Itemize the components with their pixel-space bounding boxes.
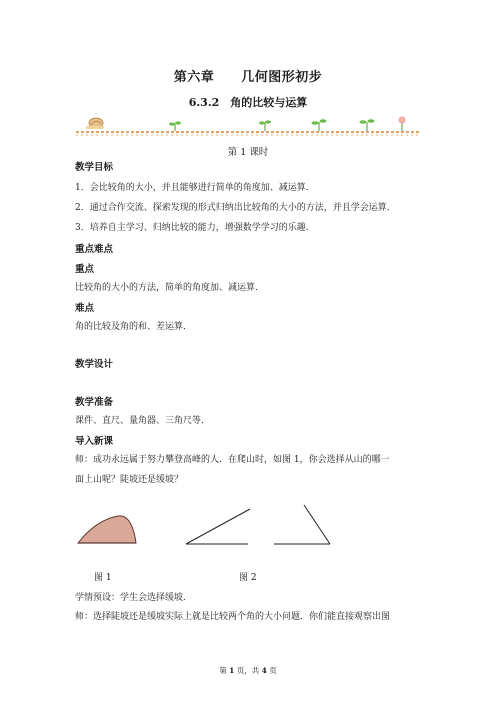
intro-line: 面上山呢？陡坡还是缓坡？	[75, 475, 184, 485]
focus-label: 重点	[75, 264, 95, 275]
prep-heading: 教学准备	[75, 397, 114, 408]
decorative-divider	[74, 112, 422, 138]
lesson-label: 第 1 课时	[227, 147, 269, 158]
sprout-icon	[360, 119, 375, 131]
page-total: 4	[261, 666, 267, 675]
steep-angle-icon	[274, 505, 330, 544]
objectives-heading: 教学目标	[75, 162, 114, 173]
page-suffix: 页	[269, 666, 277, 675]
page-prefix: 第	[219, 666, 227, 675]
sprout-icon	[259, 120, 271, 131]
after-line: 学情预设：学生会选择缓坡．	[75, 593, 193, 603]
difficulty-text: 角的比较及角的和、差运算．	[75, 322, 193, 332]
design-heading: 教学设计	[75, 359, 114, 370]
objective-item: 2．通过合作交流、探索发现的形式归纳出比较角的大小的方法，并且学会运算．	[75, 203, 396, 213]
sprout-icon	[312, 119, 327, 131]
section-title: 6.3.2 角的比较与运算	[188, 96, 308, 109]
after-line: 师：选择陡坡还是缓坡实际上就是比较两个角的大小问题．你们能直接观察出图	[75, 612, 391, 622]
intro-heading: 导入新课	[75, 436, 114, 447]
snail-icon	[86, 118, 104, 129]
hill-figure	[76, 510, 140, 546]
page-middle: 页，共	[236, 666, 260, 675]
key-points-heading: 重点难点	[75, 244, 114, 255]
objective-item: 3．培养自主学习、归纳比较的能力，增强数学学习的乐趣．	[75, 223, 315, 233]
prep-text: 课件、直尺、量角器、三角尺等．	[75, 416, 211, 426]
difficulty-label: 难点	[75, 303, 95, 314]
chapter-title: 第六章 几何图形初步	[173, 70, 323, 85]
figure1-caption: 图 1	[94, 573, 112, 583]
sprout-icon	[169, 121, 181, 131]
objective-item: 1．会比较角的大小，并且能够进行简单的角度加、减运算．	[75, 183, 315, 193]
angles-figure	[180, 502, 352, 554]
page-current: 1	[229, 666, 235, 675]
page-footer	[0, 665, 496, 676]
gentle-angle-icon	[186, 509, 250, 544]
dashed-line-icon	[76, 132, 420, 135]
focus-text: 比较角的大小的方法，简单的角度加、减运算．	[75, 283, 265, 293]
figure2-caption: 图 2	[239, 573, 257, 583]
flower-icon	[399, 117, 406, 132]
intro-line: 师：成功永远属于努力攀登高峰的人．在爬山时，如图 1，你会选择从山的哪一	[75, 455, 390, 465]
